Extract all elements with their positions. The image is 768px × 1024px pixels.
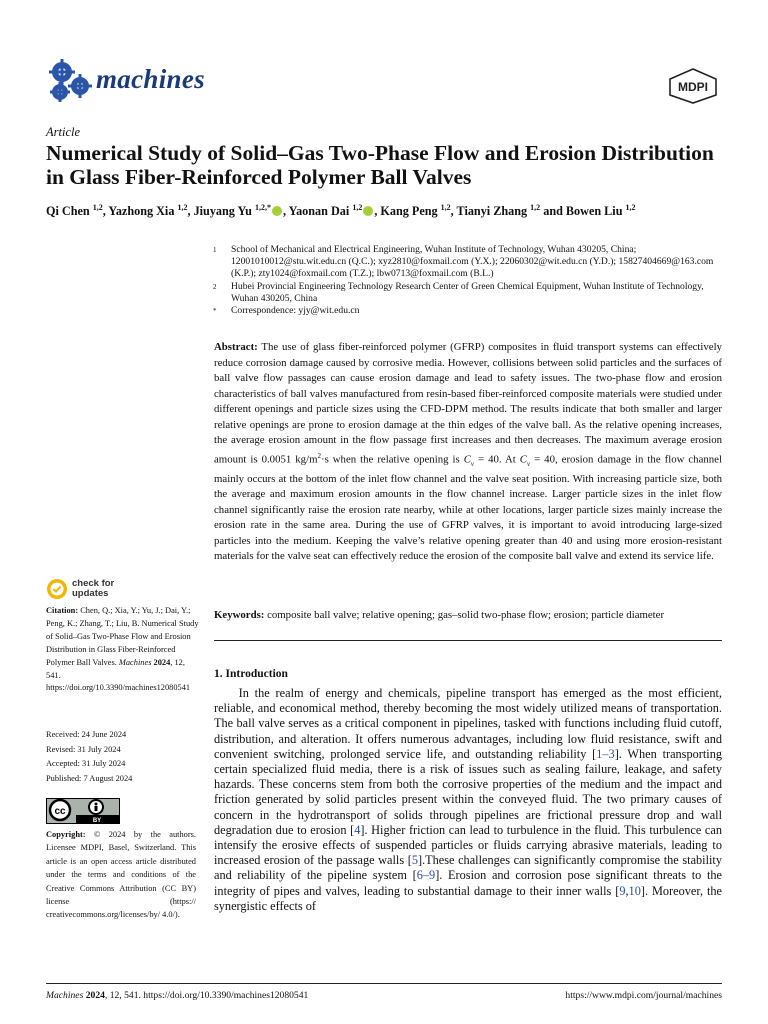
- affiliation: 1 School of Mechanical and Electrical Engineering, Wuhan Institute of Technology, Wuhan 430205, China; 12001010012@stu.wit.edu.cn (Q.C.); xyz2810@foxmail.com (Y.X.); 22060302@wit.edu.cn (Y.D.); 15827404669@163.com (K.P.); zty1024@foxmail.com (T.Z.); lbw0713@foxmail.com (B.L.): [213, 244, 714, 280]
- svg-text:BY: BY: [92, 818, 102, 824]
- date-published: Published: 7 August 2024: [46, 773, 133, 783]
- reference-link[interactable]: 6–9: [416, 868, 436, 883]
- reference-link[interactable]: 9: [619, 883, 626, 898]
- author[interactable]: Bowen Liu $^{1,2}$: [565, 203, 636, 219]
- journal-name: machines: [96, 64, 205, 94]
- check-for-updates-button[interactable]: check for updates: [46, 578, 166, 602]
- divider: [214, 640, 722, 641]
- author[interactable]: Yazhong Xia $^{1,2}$: [108, 203, 188, 219]
- orcid-icon[interactable]: [272, 206, 282, 216]
- affiliations: [213, 244, 733, 317]
- reference-link[interactable]: 4: [354, 822, 361, 837]
- date-revised: Revised: 31 July 2024: [46, 744, 121, 754]
- abstract: Abstract: The use of glass fiber-reinforced polymer (GFRP) composites in fluid transport systems can effectively reduce corrosion damage caused by corrosive media. However, collisions between solid particles and the surfaces of ball valve flow passages can cause erosion damage and lead to safety issues. The two-phase flow and erosion characteristics of ball valves manufactured from resin-based fiber-reinforced composite materials were studied under different openings and particle sizes using the CFD-DPM method. The results indicate that both smaller and larger relative openings are prone to erosion damage at the thin edges of the valve ball. As the relative opening increases, the average erosion amount in the flow passage first increases and then decreases. The maximum average erosion amount is 0.0051 $kg/m^2\cdot s$ when the relative opening is $C_v = 40$. At $C_v = 40$, erosion damage in the flow channel mainly occurs at the bottom of the inlet flow channel and the valve seat position. With increasing particle size, both the average and maximum erosion amounts in the flow channel increase. Larger particle sizes in the inlet flow channel significantly raise the erosion rate nearby, while at other locations, larger particle sizes mainly increase the erosion rate in the same area. During the use of GFRP valves, it is important to avoid introducing large-sized particles into the medium. Keeping the valve’s relative opening greater than 40 and using more erosion-resistant materials for the valve seat can effectively reduce the erosion of the composite ball valve and extend its service life.: [214, 341, 722, 563]
- footer-divider: [46, 983, 722, 984]
- date-accepted: Accepted: 31 July 2024: [46, 759, 126, 768]
- copyright-notice: Copyright: © 2024 by the authors. Licensee MDPI, Basel, Switzerland. This article is an open access article distributed under the terms and conditions of the Creative Commons Attribution (CC BY) license (https:// creativecommons.org/licenses/by/ 4.0/).: [46, 830, 196, 920]
- publisher-logo: [668, 68, 718, 104]
- author[interactable]: Tianyi Zhang $^{1,2}$: [456, 203, 541, 219]
- correspondence: * Correspondence: yjy@wit.edu.cn: [213, 305, 360, 317]
- reference-link[interactable]: 5: [411, 853, 418, 868]
- reference-link[interactable]: 1–3: [596, 746, 615, 761]
- section-heading: 1. Introduction: [214, 668, 288, 680]
- check-updates-icon: [46, 578, 68, 600]
- author[interactable]: Qi Chen $^{1,2}$: [46, 203, 103, 219]
- article-title: Numerical Study of Solid–Gas Two-Phase Flow and Erosion Distribution in Glass Fiber-Reinforced Polymer Ball Valves: [46, 141, 714, 189]
- citation: Citation: Chen, Q.; Xia, Y.; Yu, J.; Dai, Y.; Peng, K.; Zhang, T.; Liu, B. Numerical Study of Solid–Gas Two-Phase Flow and Erosion Distribution in Glass Fiber-Reinforced Polymer Ball Valves. Machines 2024, 12, 541. https://doi.org/10.3390/machines12080541: [46, 606, 199, 693]
- author-list: Qi Chen $^{1,2}$, Yazhong Xia $^{1,2}$, Jiuyang Yu $^{1,2,*}$ , Yaonan Dai $^{1,2}$ , Kang Peng $^{1,2}$, Tianyi Zhang $^{1,2}$ and Bowen Liu $^{1,2}$: [46, 203, 636, 219]
- keywords: Keywords: composite ball valve; relative opening; gas–solid two-phase flow; erosion; particle diameter: [214, 609, 665, 621]
- mdpi-logo-icon: [668, 68, 718, 104]
- publisher-name: MDPI: [678, 80, 708, 94]
- intro-paragraph: In the realm of energy and chemicals, pipeline transport has emerged as the most efficient, reliable, and economical method, thereby becoming the most widely utilized means of transportation. The ball valve serves as a critical component in pipelines, tasked with functions including fluid cutoff, distribution, and alteration. It offers numerous advantages, including low fluid resistance, swift and convenient switching, prolonged service life, and outstanding reliability [1–3]. When transporting certain specialized fluid media, there is a risk of issues such as sealing failure, leakage, and safety hazards. These concerns stem from both the corrosive properties of the medium and the impact and friction generated by solid particles present within the conveyed fluid. The two primary causes of concern in the hydrotransport of solids through pipelines are frictional pressure drop and wall degradation due to erosion [4]. Higher friction can lead to turbulence in the fluid. This turbulence can intensify the erosive effects of suspended particles or fluids carrying abrasive materials, leading to increased erosion of the passage walls [5].These challenges can significantly compromise the stability and reliability of the pipeline system [6–9]. Erosion and corrosion pose significant threats to the integrity of pipes and valves, leading to substantial damage to their inner walls [9,10]. Moreover, the synergistic effects of: [214, 686, 723, 913]
- author[interactable]: Kang Peng $^{1,2}$: [380, 203, 451, 219]
- author[interactable]: Jiuyang Yu $^{1,2,*}$: [193, 203, 271, 219]
- gears-icon: [44, 58, 94, 104]
- svg-text:cc: cc: [54, 806, 66, 817]
- orcid-icon[interactable]: [363, 206, 373, 216]
- cc-by-license-badge[interactable]: [46, 798, 120, 824]
- footer-journal-link[interactable]: https://www.mdpi.com/journal/machines: [565, 990, 722, 1001]
- footer-citation: Machines 2024, 12, 541. https://doi.org/10.3390/machines12080541: [46, 990, 309, 1001]
- author[interactable]: Yaonan Dai $^{1,2}$: [288, 203, 363, 219]
- date-received: Received: 24 June 2024: [46, 730, 127, 739]
- article-type: Article: [46, 125, 81, 139]
- reference-link[interactable]: 10: [628, 883, 641, 898]
- cc-by-icon: [46, 798, 120, 824]
- affiliation: 2 Hubei Provincial Engineering Technology Research Center of Green Chemical Equipment, Wuhan Institute of Technology, Wuhan 430205, China: [213, 280, 704, 304]
- publication-dates: [46, 728, 201, 786]
